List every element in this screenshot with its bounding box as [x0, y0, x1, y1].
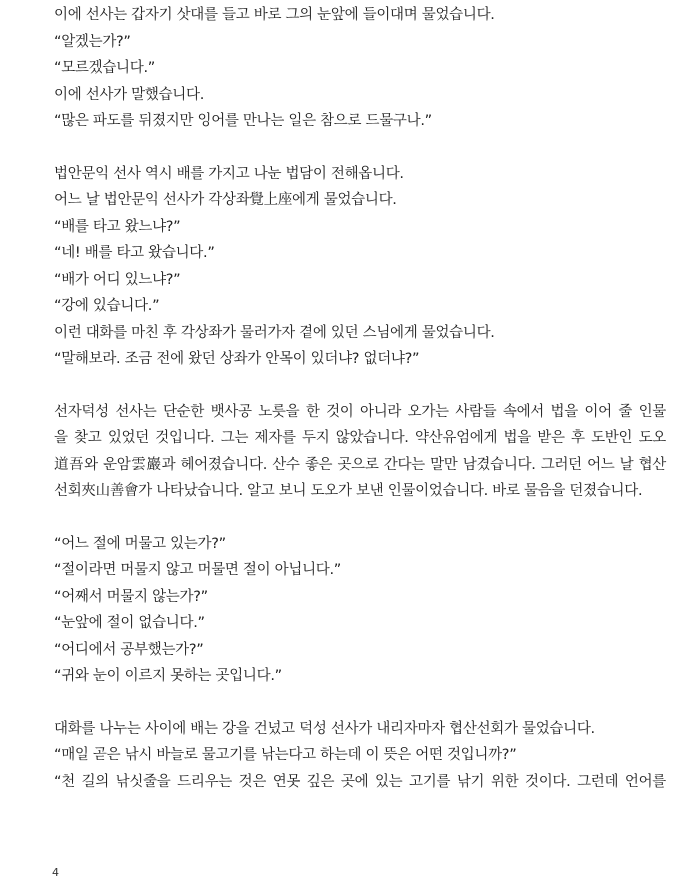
paragraph-5 — [54, 716, 666, 796]
text-line: “매일 곧은 낚시 바늘로 물고기를 낚는다고 하는데 이 뜻은 어떤 것입니까?” — [54, 747, 517, 763]
document-body — [54, 2, 666, 821]
text-line: 을 찾고 있었던 것입니다. 그는 제자를 두지 않았습니다. 약산유엄에게 법을 받은 후 도반인 도오 — [54, 430, 666, 446]
text-line: “어디에서 공부했는가?” — [54, 641, 204, 658]
text-line: 대화를 나누는 사이에 배는 강을 건넜고 덕성 선사가 내리자마자 협산선회가 물었습니다. — [54, 720, 595, 737]
text-line: “네! 배를 타고 왔습니다.” — [54, 245, 215, 261]
text-line: “알겠는가?” — [54, 33, 131, 50]
text-line: “배를 타고 왔느냐?” — [54, 218, 181, 235]
text-line: “어느 절에 머물고 있는가?” — [54, 535, 226, 552]
text-line: “배가 어디 있느냐?” — [54, 271, 181, 288]
text-line: 법안문익 선사 역시 배를 가지고 나눈 법담이 전해옵니다. — [54, 165, 404, 182]
text-line: “절이라면 머물지 않고 머물면 절이 아닙니다.” — [54, 562, 342, 578]
text-line: “모르겠습니다.” — [54, 60, 155, 76]
paragraph-3 — [54, 399, 666, 505]
text-line: “말해보라. 조금 전에 왔던 상좌가 안목이 있더냐? 없더냐?” — [54, 351, 420, 367]
paragraph-1 — [54, 2, 666, 135]
paragraph-4 — [54, 531, 666, 690]
text-line: “많은 파도를 뒤졌지만 잉어를 만나는 일은 참으로 드물구나.” — [54, 113, 432, 129]
text-line: 道吾와 운암雲巖과 헤어졌습니다. 산수 좋은 곳으로 간다는 말만 남겼습니다. 그러던 어느 날 협산 — [54, 456, 666, 473]
text-line: “강에 있습니다.” — [54, 298, 160, 314]
paragraph-2 — [54, 161, 666, 373]
text-line: 선회夾山善會가 나타났습니다. 알고 보니 도오가 보낸 인물이었습니다. 바로 물음을 던졌습니다. — [54, 483, 643, 499]
text-line: 이런 대화를 마친 후 각상좌가 물러가자 곁에 있던 스님에게 물었습니다. — [54, 324, 495, 341]
text-line: “귀와 눈이 이르지 못하는 곳입니다.” — [54, 668, 282, 684]
text-line: 선자덕성 선사는 단순한 뱃사공 노릇을 한 것이 아니라 오가는 사람들 속에서 법을 이어 줄 인물 — [54, 403, 666, 420]
text-line: “눈앞에 절이 없습니다.” — [54, 615, 205, 631]
text-line: 이에 선사가 말했습니다. — [54, 86, 204, 103]
text-line: “천 길의 낚싯줄을 드리우는 것은 연못 깊은 곳에 있는 고기를 낚기 위한 것이다. 그런데 언어를 — [54, 773, 666, 790]
text-line: 이에 선사는 갑자기 삿대를 들고 바로 그의 눈앞에 들이대며 물었습니다. — [54, 7, 495, 23]
text-line: 어느 날 법안문익 선사가 각상좌覺上座에게 물었습니다. — [54, 192, 397, 208]
page-number: 4 — [52, 866, 59, 879]
text-line: “어째서 머물지 않는가?” — [54, 588, 208, 605]
